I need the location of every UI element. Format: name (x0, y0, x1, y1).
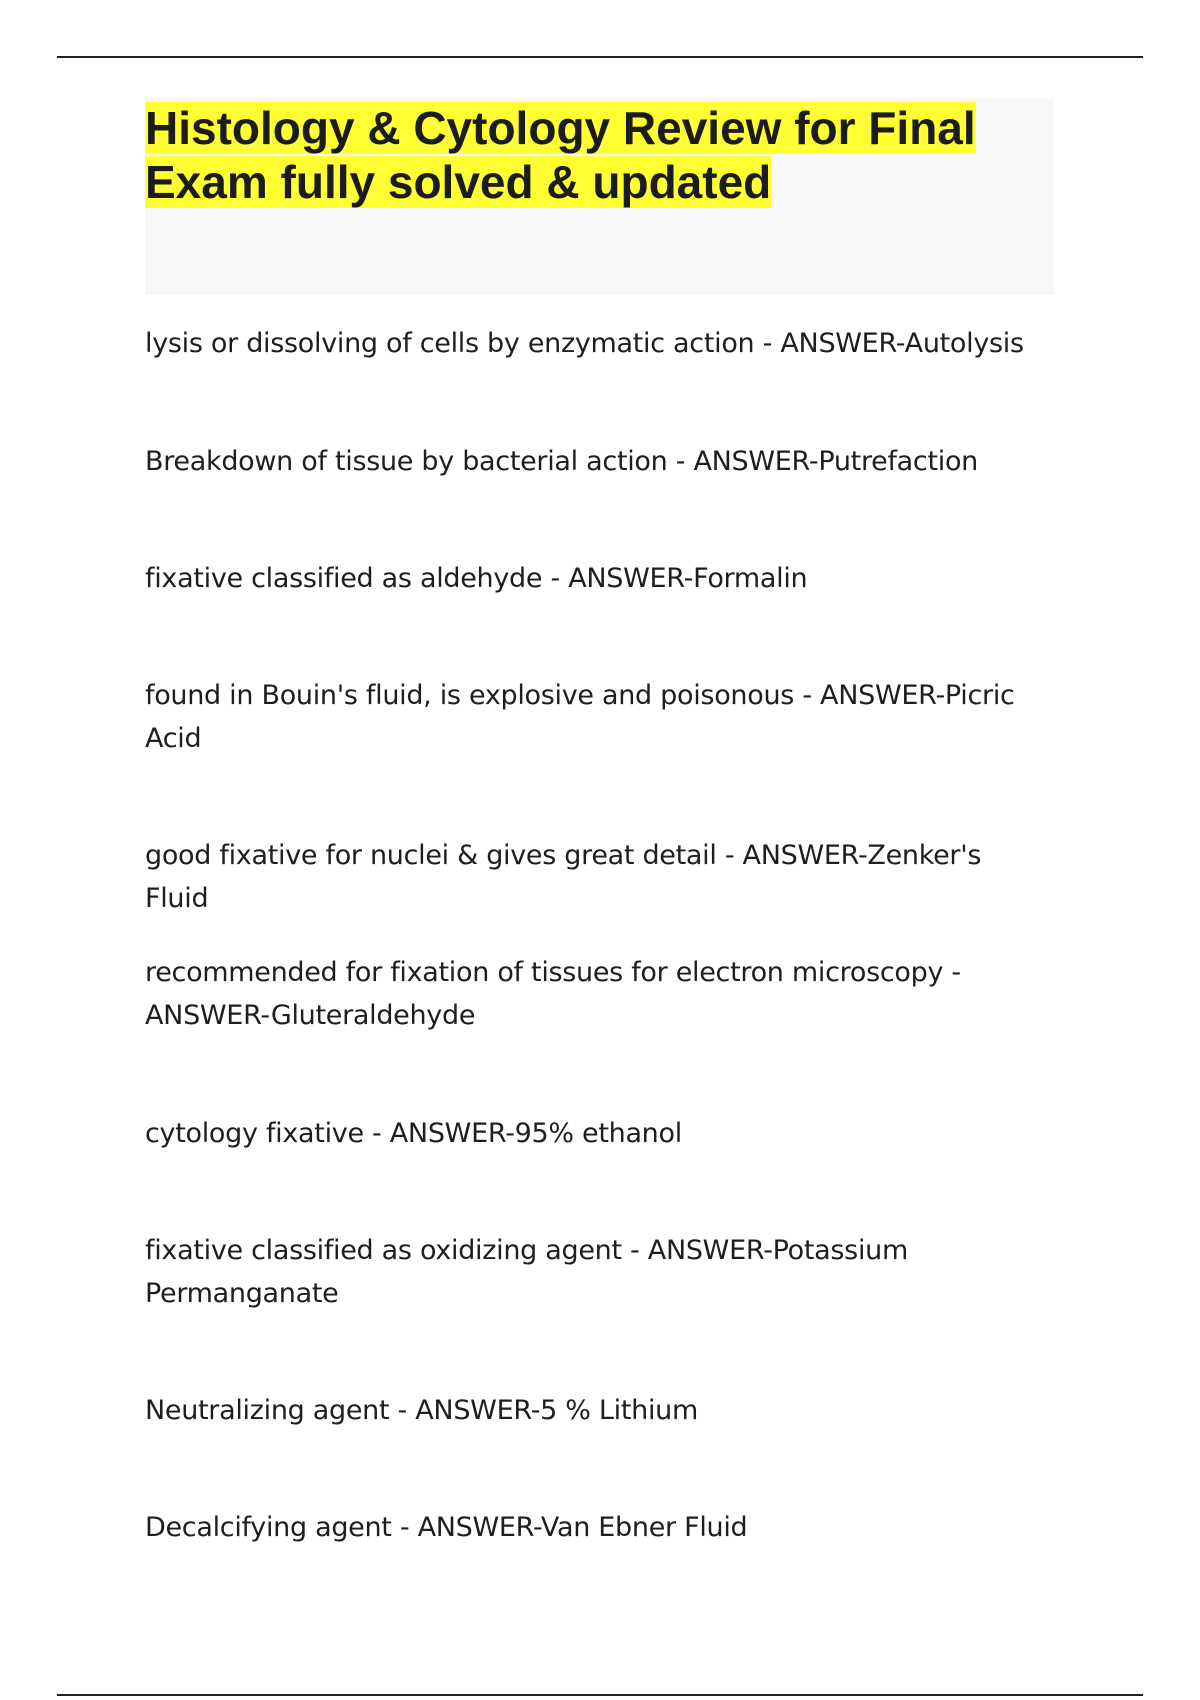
bottom-divider (57, 1694, 1143, 1696)
top-divider (57, 56, 1143, 58)
qa-item-2: Breakdown of tissue by bacterial action - ANSWER-Putrefaction (145, 446, 978, 477)
qa-item-4: found in Bouin's fluid, is explosive and poisonous - ANSWER-Picric Acid (145, 680, 1015, 754)
qa-item-9: Neutralizing agent - ANSWER-5 % Lithium (145, 1395, 698, 1426)
qa-item-5: good fixative for nuclei & gives great detail - ANSWER-Zenker's Fluid (145, 840, 982, 914)
document-title (145, 99, 1054, 209)
title-highlight: Histology & Cytology Review for Final Exam fully solved & updated (145, 102, 976, 208)
qa-item-8: fixative classified as oxidizing agent - ANSWER-Potassium Permanganate (145, 1235, 908, 1309)
qa-item-10: Decalcifying agent - ANSWER-Van Ebner Fluid (145, 1512, 748, 1543)
qa-item-7: cytology fixative - ANSWER-95% ethanol (145, 1118, 682, 1149)
qa-item-1: lysis or dissolving of cells by enzymatic action - ANSWER-Autolysis (145, 328, 1024, 359)
qa-item-3: fixative classified as aldehyde - ANSWER-Formalin (145, 563, 808, 594)
qa-item-6: recommended for fixation of tissues for electron microscopy - ANSWER-Gluteraldehyde (145, 957, 961, 1031)
title-block (145, 99, 1054, 295)
